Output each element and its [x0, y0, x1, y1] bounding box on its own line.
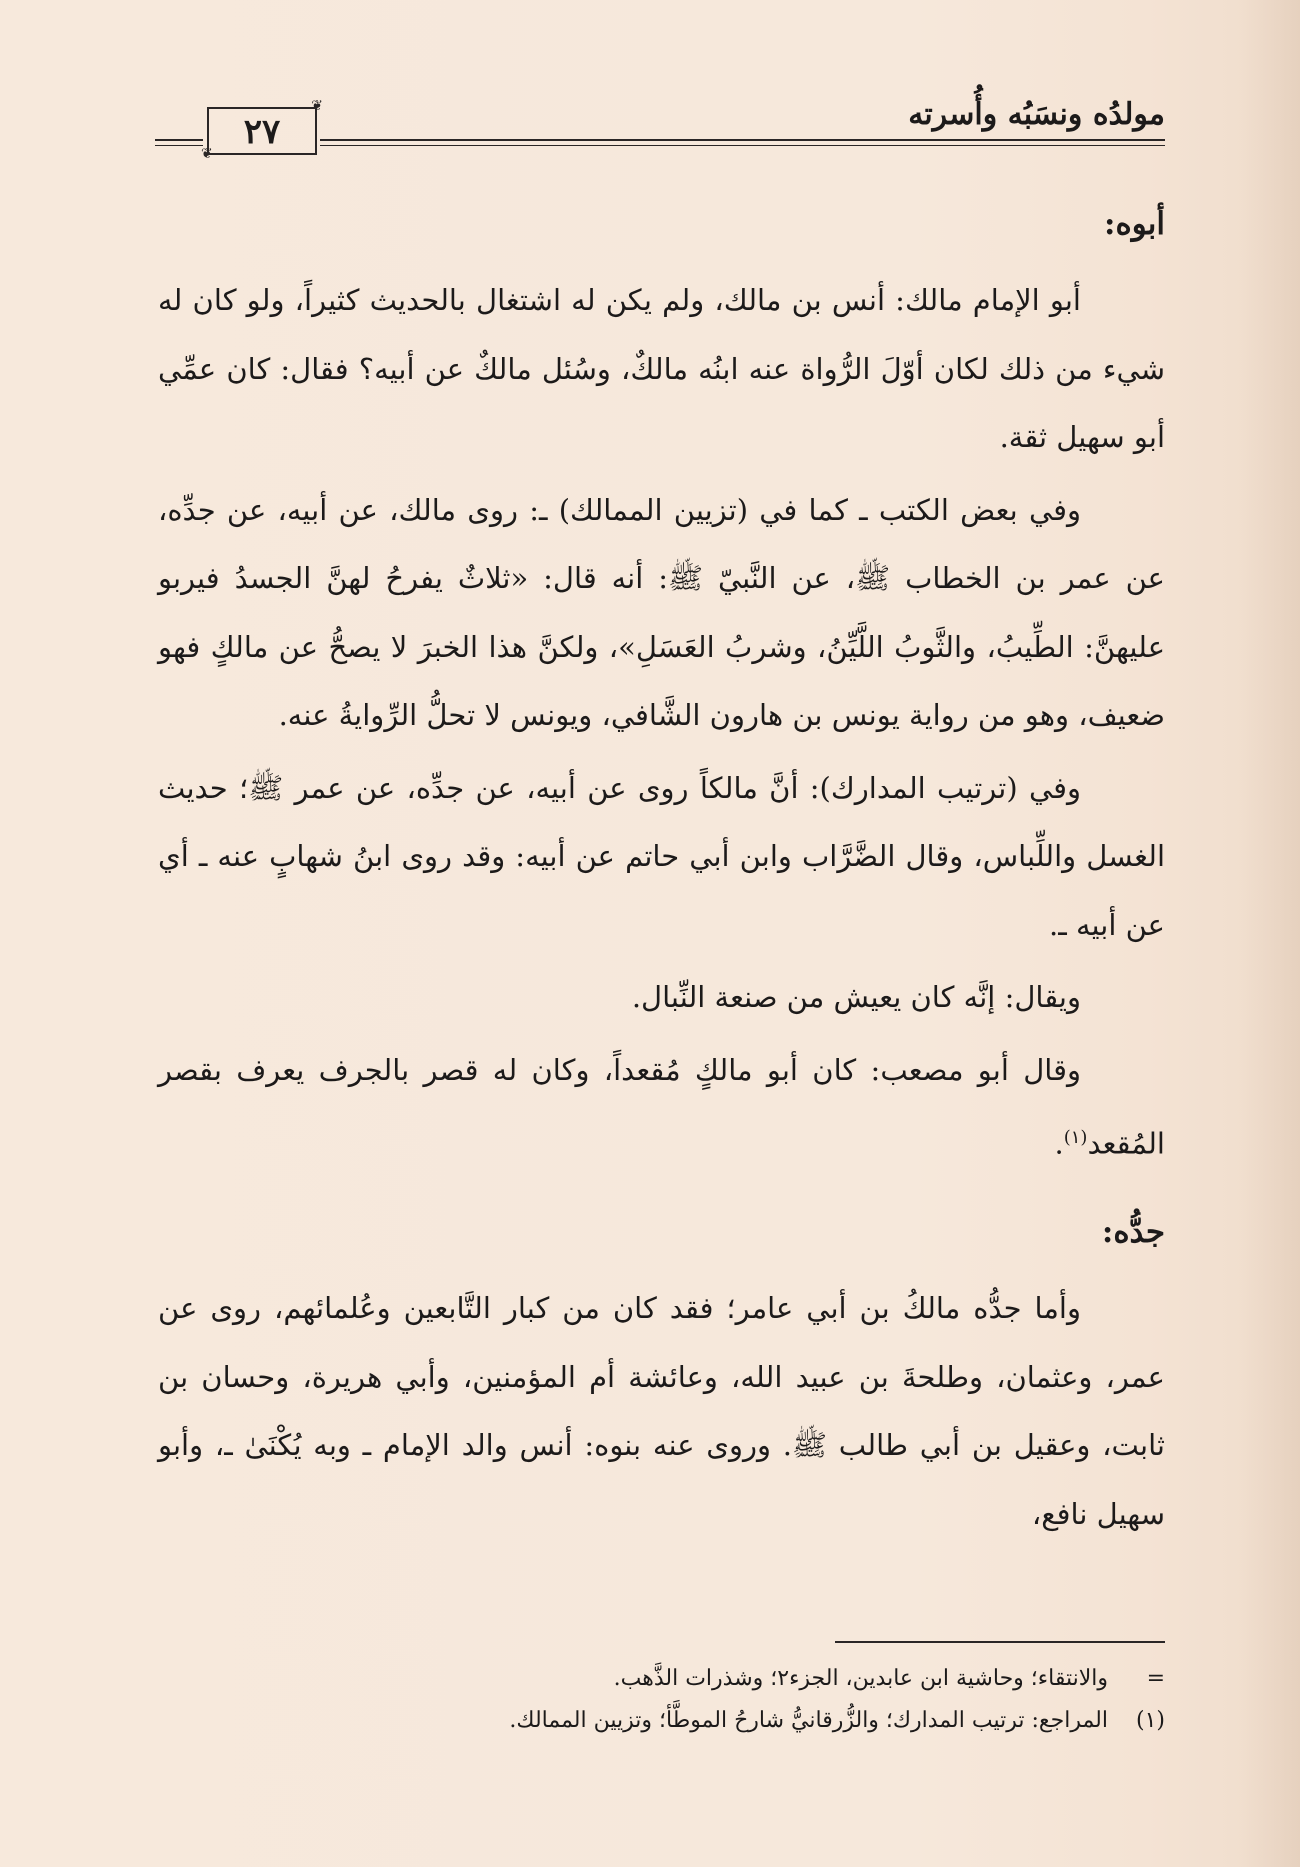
paragraph: ويقال: إنَّه كان يعيش من صنعة النِّبال. — [631, 980, 1081, 1014]
paragraph-with-footnote — [158, 1036, 1165, 1179]
paragraph: وفي بعض الكتب ـ كما في (تزيين الممالك) ـ: روى مالك، عن أبيه، عن جدِّه، عن عمر بن الخطاب ﷺ، عن النَّبيّ ﷺ: أنه قال: «ثلاثٌ يفرحُ لهنَّ الجسدُ فيربو عليهنَّ: الطِّيبُ، والثَّوبُ اللَّيِّنُ، وشربُ العَسَلِ»، ولكنَّ هذا الخبرَ لا يصحُّ عن مالكٍ فهو ضعيف، وهو من رواية يونس بن هارون الشَّافي، ويونس لا تحلُّ الرِّوايةُ عنه. — [158, 492, 1165, 732]
footnote-text: المراجع: ترتيب المدارك؛ والزُّرقانيُّ شارحُ الموطَّأ؛ وتزيين الممالك. — [509, 1708, 1108, 1733]
ornament-icon: ❦ — [311, 98, 323, 114]
footnote-mark: (١) — [1135, 1708, 1165, 1733]
paragraph: وأما جدُّه مالكُ بن أبي عامر؛ فقد كان من كبار التَّابعين وعُلمائهم، روى عن عمر، وعثمان، وطلحةَ بن عبيد الله، وعائشة أم المؤمنين، وأبي هريرة، وحسان بن ثابت، وعقيل بن أبي طالب ﷺ. وروى عنه بنوه: أنس والد الإمام ـ وبه يُكْنَىٰ ـ، وأبو سهيل نافع، — [158, 1291, 1165, 1531]
page-body — [158, 200, 1165, 1548]
footnotes — [158, 1658, 1165, 1742]
header-rule-short — [155, 139, 203, 146]
footnote-continuation — [158, 1658, 1165, 1700]
page-number: ٢٧ — [243, 112, 281, 152]
footnote-separator — [835, 1641, 1165, 1643]
header-rule — [320, 139, 1165, 146]
paragraph-text: وقال أبو مصعب: كان أبو مالكٍ مُقعداً، وكان له قصر بالجرف يعرف بقصر المُقعد — [158, 1052, 1165, 1161]
chapter-title: مولدُه ونسَبُه وأُسرته — [908, 97, 1165, 132]
section-heading-grandfather: جدُّه: — [1101, 1214, 1165, 1251]
footnote-reference: (١) — [1063, 1127, 1088, 1148]
footnote-1 — [158, 1700, 1165, 1742]
page-number-frame — [201, 98, 323, 162]
footnote-text: والانتقاء؛ وحاشية ابن عابدين، الجزء٢؛ وشذرات الذَّهب. — [613, 1666, 1108, 1691]
ornament-icon: ❦ — [201, 146, 213, 162]
section-heading-father: أبوه: — [1104, 206, 1165, 242]
paragraph: أبو الإمام مالك: أنس بن مالك، ولم يكن له اشتغال بالحديث كثيراً، ولو كان له شيء من ذلك لكان أوّلَ الرُّواة عنه ابنُه مالكٌ، وسُئل مالكٌ عن أبيه؟ فقال: كان عمِّي أبو سهيل ثقة. — [158, 283, 1165, 454]
page-edge-shadow — [1240, 0, 1300, 1867]
footnote-mark: = — [1146, 1666, 1165, 1691]
paragraph-end-mark: . — [1054, 1126, 1064, 1161]
running-header — [155, 95, 1165, 165]
paragraph: وفي (ترتيب المدارك): أنَّ مالكاً روى عن أبيه، عن جدِّه، عن عمر ﷺ؛ حديث الغسل واللِّباس، وقال الضَّرَّاب وابن أبي حاتم عن أبيه: وقد روى ابنُ شهابٍ عنه ـ أي عن أبيه ـ. — [158, 770, 1165, 942]
